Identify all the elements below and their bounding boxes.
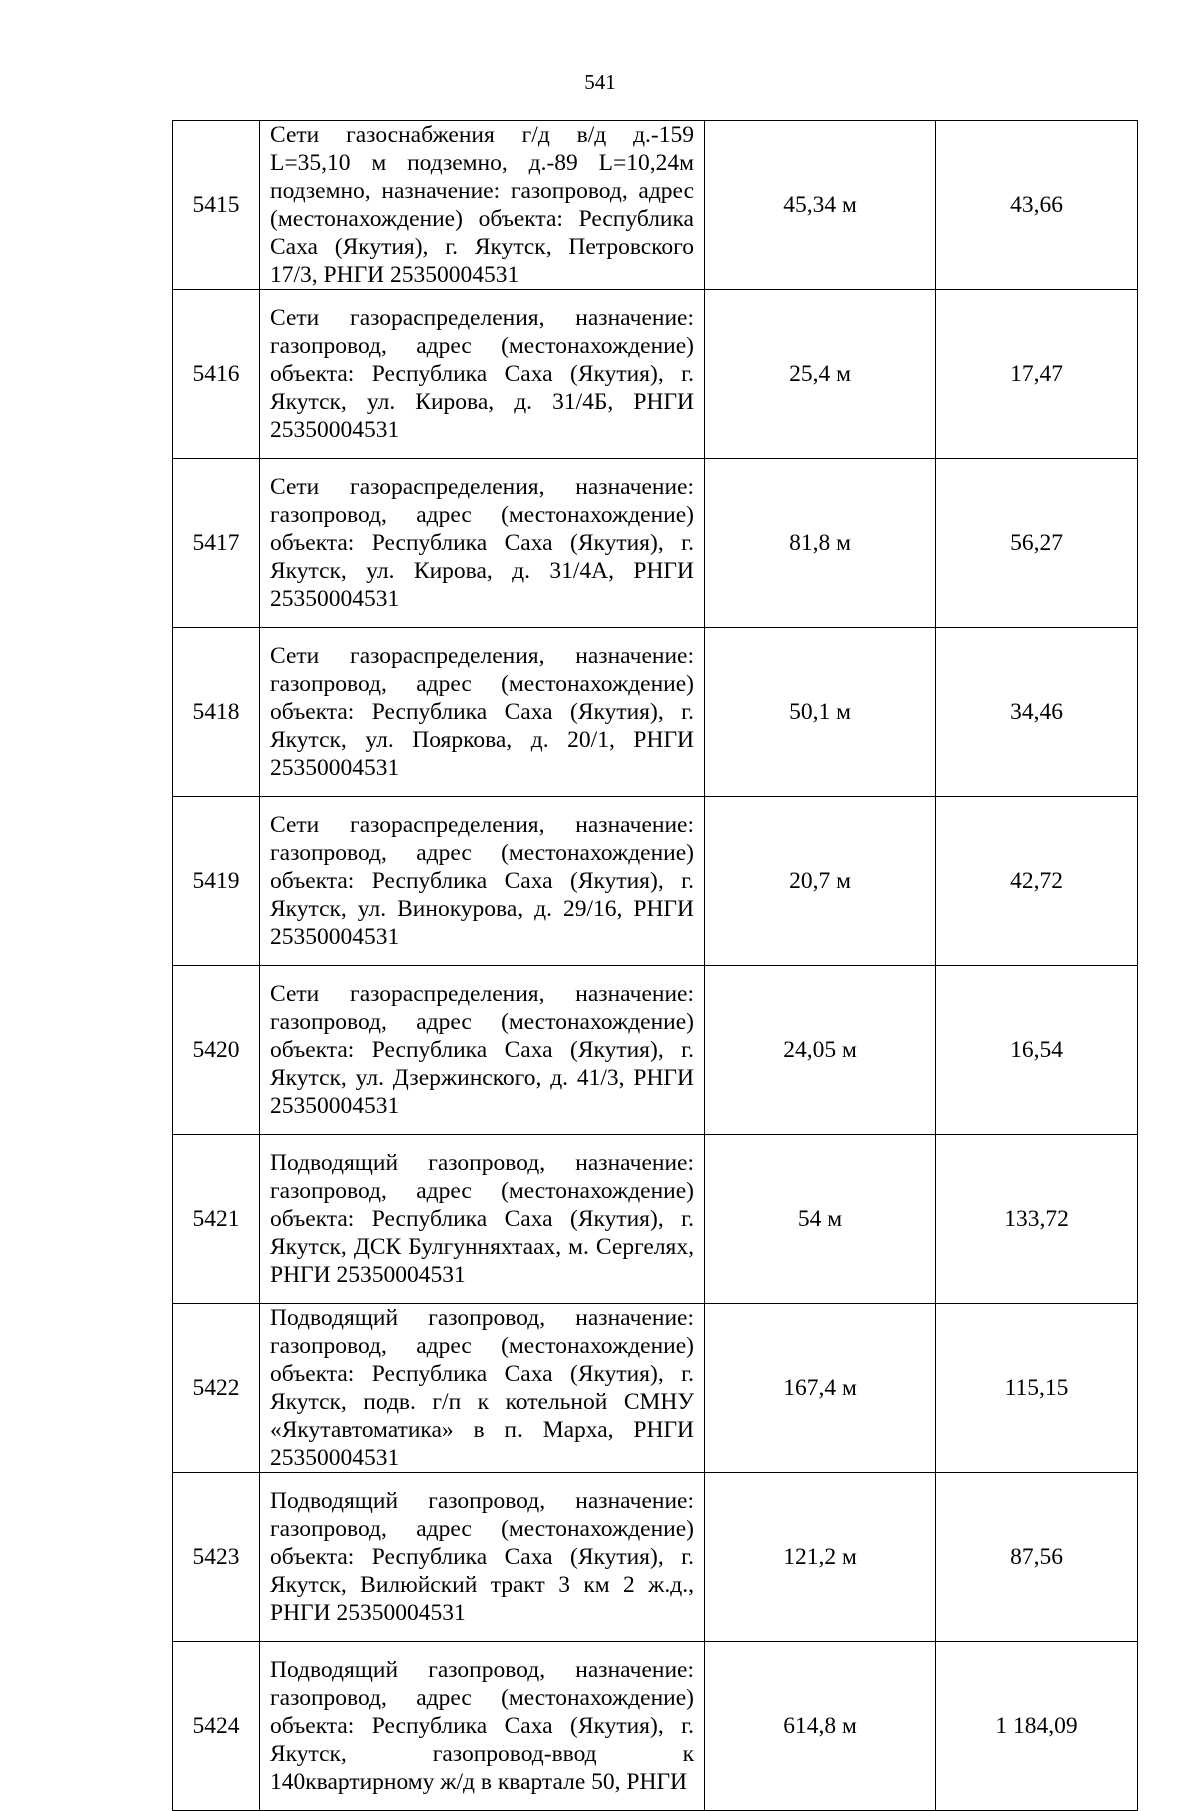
table-row bbox=[173, 1135, 1138, 1304]
row-number-cell: 5423 bbox=[173, 1473, 260, 1642]
table-row bbox=[173, 628, 1138, 797]
description-cell: Сети газораспределения, назначение: газопровод, адрес (местонахождение) объекта: Республика Саха (Якутия), г. Якутск, ул. Кирова, д. 31/4А, РНГИ 25350004531 bbox=[260, 459, 705, 628]
length-cell: 54 м bbox=[705, 1135, 936, 1304]
table-row bbox=[173, 290, 1138, 459]
description-cell: Сети газораспределения, назначение: газопровод, адрес (местонахождение) объекта: Республика Саха (Якутия), г. Якутск, ул. Дзержинского, д. 41/3, РНГИ 25350004531 bbox=[260, 966, 705, 1135]
description-cell: Подводящий газопровод, назначение: газопровод, адрес (местонахождение) объекта: Республика Саха (Якутия), г. Якутск, подв. г/п к котельной СМНУ «Якутавтоматика» в п. Марха, РНГИ 25350004531 bbox=[260, 1304, 705, 1473]
property-registry-table bbox=[172, 120, 1138, 1811]
table-row bbox=[173, 121, 1138, 290]
row-number-cell: 5420 bbox=[173, 966, 260, 1135]
length-cell: 121,2 м bbox=[705, 1473, 936, 1642]
table-row bbox=[173, 1304, 1138, 1473]
table-row bbox=[173, 966, 1138, 1135]
table-row bbox=[173, 459, 1138, 628]
value-cell: 16,54 bbox=[936, 966, 1138, 1135]
length-cell: 24,05 м bbox=[705, 966, 936, 1135]
row-number-cell: 5418 bbox=[173, 628, 260, 797]
length-cell: 50,1 м bbox=[705, 628, 936, 797]
description-cell: Сети газораспределения, назначение: газопровод, адрес (местонахождение) объекта: Республика Саха (Якутия), г. Якутск, ул. Пояркова, д. 20/1, РНГИ 25350004531 bbox=[260, 628, 705, 797]
row-number-cell: 5419 bbox=[173, 797, 260, 966]
length-cell: 45,34 м bbox=[705, 121, 936, 290]
row-number-cell: 5415 bbox=[173, 121, 260, 290]
length-cell: 81,8 м bbox=[705, 459, 936, 628]
description-cell: Сети газораспределения, назначение: газопровод, адрес (местонахождение) объекта: Республика Саха (Якутия), г. Якутск, ул. Кирова, д. 31/4Б, РНГИ 25350004531 bbox=[260, 290, 705, 459]
table-row bbox=[173, 797, 1138, 966]
value-cell: 34,46 bbox=[936, 628, 1138, 797]
row-number-cell: 5416 bbox=[173, 290, 260, 459]
value-cell: 42,72 bbox=[936, 797, 1138, 966]
value-cell: 43,66 bbox=[936, 121, 1138, 290]
value-cell: 87,56 bbox=[936, 1473, 1138, 1642]
row-number-cell: 5421 bbox=[173, 1135, 260, 1304]
value-cell: 56,27 bbox=[936, 459, 1138, 628]
description-cell: Сети газоснабжения г/д в/д д.-159 L=35,10 м подземно, д.-89 L=10,24м подземно, назначение: газопровод, адрес (местонахождение) объекта: Республика Саха (Якутия), г. Якутск, Петровского 17/3, РНГИ 25350004531 bbox=[260, 121, 705, 290]
description-cell: Подводящий газопровод, назначение: газопровод, адрес (местонахождение) объекта: Республика Саха (Якутия), г. Якутск, газопровод-ввод к 140квартирному ж/д в квартале 50, РНГИ bbox=[260, 1642, 705, 1811]
description-cell: Подводящий газопровод, назначение: газопровод, адрес (местонахождение) объекта: Республика Саха (Якутия), г. Якутск, ДСК Булгунняхтаах, м. Сергелях, РНГИ 25350004531 bbox=[260, 1135, 705, 1304]
length-cell: 614,8 м bbox=[705, 1642, 936, 1811]
value-cell: 17,47 bbox=[936, 290, 1138, 459]
row-number-cell: 5424 bbox=[173, 1642, 260, 1811]
row-number-cell: 5417 bbox=[173, 459, 260, 628]
page-number: 541 bbox=[584, 70, 616, 94]
value-cell: 133,72 bbox=[936, 1135, 1138, 1304]
value-cell: 1 184,09 bbox=[936, 1642, 1138, 1811]
description-cell: Сети газораспределения, назначение: газопровод, адрес (местонахождение) объекта: Республика Саха (Якутия), г. Якутск, ул. Винокурова, д. 29/16, РНГИ 25350004531 bbox=[260, 797, 705, 966]
description-cell: Подводящий газопровод, назначение: газопровод, адрес (местонахождение) объекта: Республика Саха (Якутия), г. Якутск, Вилюйский тракт 3 км 2 ж.д., РНГИ 25350004531 bbox=[260, 1473, 705, 1642]
length-cell: 167,4 м bbox=[705, 1304, 936, 1473]
table-row bbox=[173, 1473, 1138, 1642]
length-cell: 25,4 м bbox=[705, 290, 936, 459]
row-number-cell: 5422 bbox=[173, 1304, 260, 1473]
length-cell: 20,7 м bbox=[705, 797, 936, 966]
value-cell: 115,15 bbox=[936, 1304, 1138, 1473]
table-row bbox=[173, 1642, 1138, 1811]
